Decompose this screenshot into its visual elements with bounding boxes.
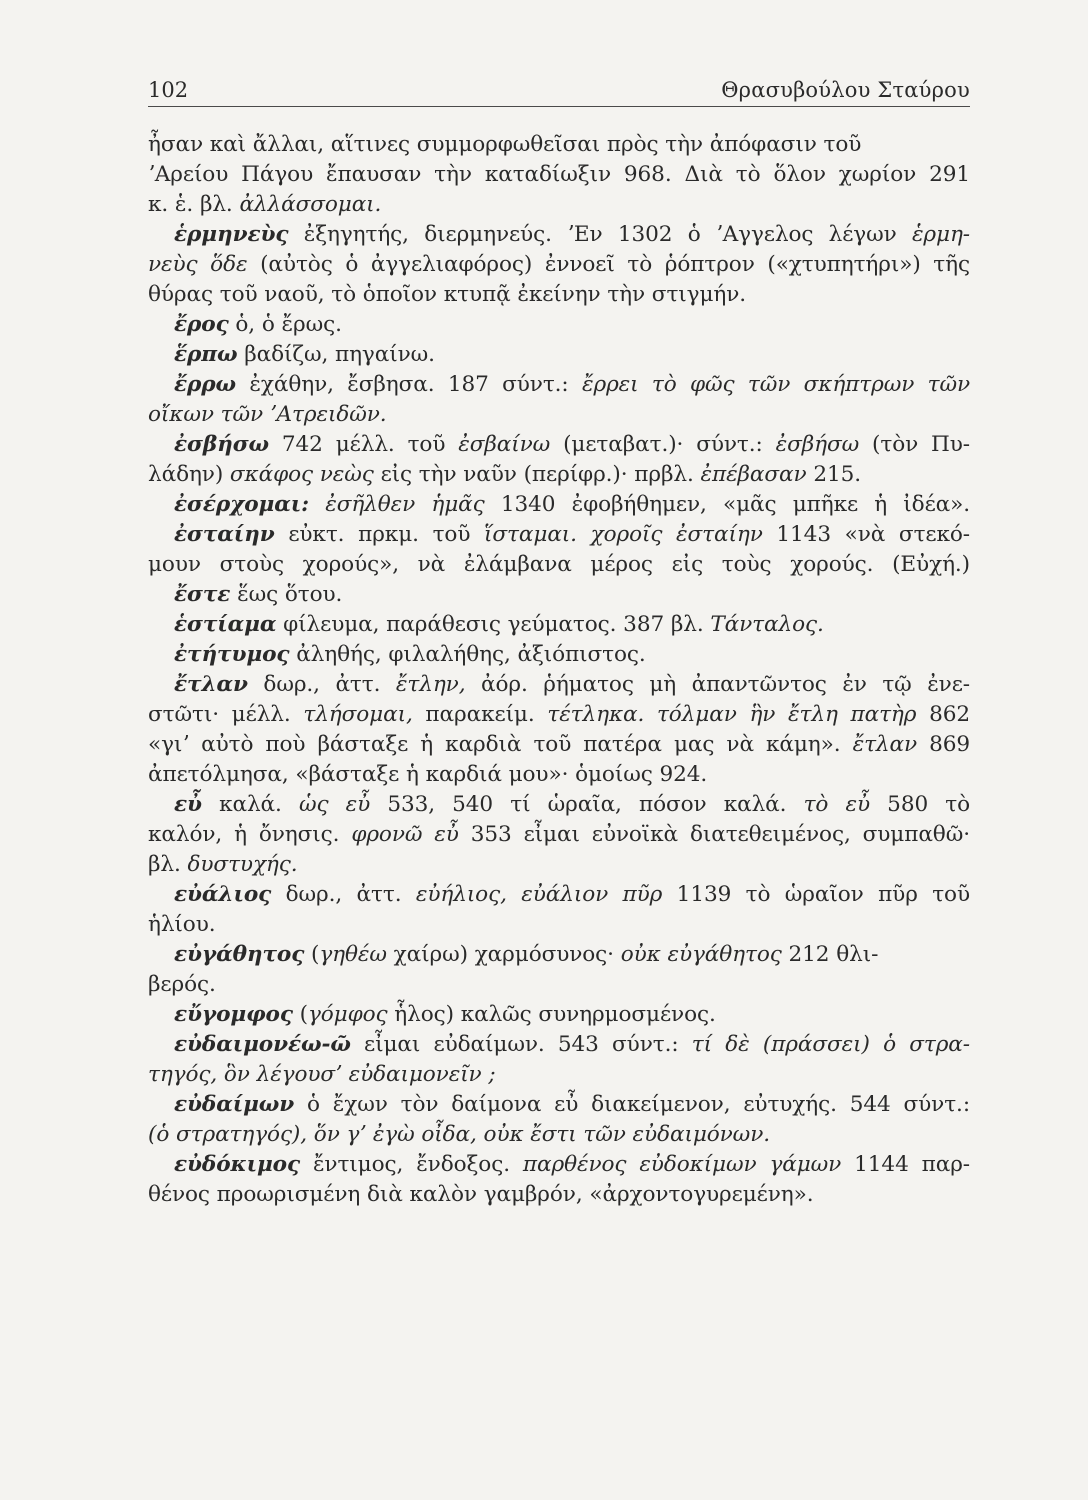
text-segment: ἐξηγητής, διερμηνεύς. ʼΕν 1302 ὁ ʼΑγγελος λέγων [288, 222, 912, 247]
entry-line [148, 1030, 978, 1060]
entry-line [148, 520, 978, 550]
italic-citation: ἑρμη- [911, 222, 970, 247]
italic-citation: (ὁ στρατηγός), ὅν γʼ ἐγὼ οἶδα, οὐκ ἔστι τῶν εὐδαιμόνων. [148, 1122, 770, 1147]
text-segment: εἰς τὴν ναῦν (περίφρ.)· πρβλ. [373, 462, 701, 487]
headword: ἕρπω [174, 342, 238, 367]
text-segment: θύρας τοῦ ναοῦ, τὸ ὁποῖον κτυπᾷ ἐκείνην τὴν στιγμήν. [148, 282, 747, 307]
text-segment: δωρ., ἀττ. [271, 882, 416, 907]
italic-citation: ἐπέβασαν [700, 462, 807, 487]
text-segment: ἕως ὅτου. [230, 582, 343, 607]
entry-line [148, 1000, 978, 1030]
headword: ἐτήτυμος [174, 642, 290, 667]
text-segment: 580 τὸ [870, 792, 971, 817]
italic-citation: φρονῶ εὖ [351, 822, 459, 847]
italic-citation: τλήσομαι, [303, 702, 413, 727]
entry-line [148, 940, 978, 970]
entry-line [148, 640, 978, 670]
italic-citation: ἔτλαν [852, 732, 918, 757]
text-segment: ὁ ἔχων τὸν δαίμονα εὖ διακείμενον, εὐτυχής. 544 σύντ.: [294, 1092, 970, 1117]
italic-citation: ἐσβήσω [775, 432, 860, 457]
italic-citation: σκάφος νεὼς [229, 462, 374, 487]
text-segment: ( [304, 942, 320, 967]
text-segment [309, 492, 325, 517]
italic-citation: ὡς εὖ [298, 792, 371, 817]
italic-citation: τὸ εὖ [803, 792, 871, 817]
text-segment: (αὐτὸς ὁ ἀγγελιαφόρος) ἐννοεῖ τὸ ῥόπτρον («χτυπητήρι») τῆς [247, 252, 970, 277]
text-line [148, 730, 978, 760]
text-segment: 869 [917, 732, 970, 757]
text-segment: (τὸν Πυ- [859, 432, 970, 457]
text-segment: καλόν, ἡ ὄνησις. [148, 822, 352, 847]
text-line [148, 1180, 978, 1210]
text-line [148, 550, 978, 580]
italic-citation: δυστυχής. [187, 852, 298, 877]
text-segment: 862 [916, 702, 970, 727]
headword: εὐγάθητος [174, 942, 305, 967]
text-segment: παρακείμ. [412, 702, 548, 727]
text-segment: 533, 540 τί ὡραῖα, πόσον καλά. [370, 792, 804, 817]
text-segment: βερός. [148, 972, 216, 997]
italic-citation: ἐσῆλθεν ἡμᾶς [325, 492, 485, 517]
header-rule [148, 106, 970, 107]
entry-line [148, 1090, 978, 1120]
text-segment: ἡλίου. [148, 912, 216, 937]
entry-line [148, 220, 978, 250]
headword: ἑστίαμα [174, 612, 277, 637]
text-segment: βλ. [148, 852, 188, 877]
headword: ἐσβήσω [174, 432, 269, 457]
headword: ἐσέρχομαι: [174, 492, 309, 517]
headword: εὐδόκιμος [174, 1152, 301, 1177]
text-segment: «γιʼ αὐτὸ ποὺ βάσταξε ἡ καρδιὰ τοῦ πατέρα μας νὰ κάμη». [148, 732, 853, 757]
text-segment: εὐκτ. πρκμ. τοῦ [274, 522, 485, 547]
italic-citation: τέτληκα. τόλμαν ἣν ἔτλη πατὴρ [547, 702, 917, 727]
text-segment: κ. ἑ. βλ. [148, 192, 240, 217]
headword: εὐδαίμων [174, 1092, 295, 1117]
text-line [148, 970, 978, 1000]
text-segment: δωρ., ἀττ. [247, 672, 396, 697]
text-segment: εἶμαι εὐδαίμων. 543 σύντ.: [350, 1032, 692, 1057]
text-segment: βαδίζω, πηγαίνω. [237, 342, 435, 367]
text-segment: ἀπετόλμησα, «βάσταξε ἡ καρδιά μου»· ὁμοίως 924. [148, 762, 708, 787]
headword: εὔγομφος [174, 1002, 293, 1027]
text-segment: 742 μέλλ. τοῦ [268, 432, 459, 457]
text-segment: 1139 τὸ ὡραῖον πῦρ τοῦ [662, 882, 970, 907]
italic-citation: οὐκ εὐγάθητος [620, 942, 782, 967]
text-line [148, 460, 978, 490]
entry-line [148, 580, 978, 610]
headword: εὖ [174, 792, 202, 817]
headword: ἔρος [174, 312, 229, 337]
text-segment: 1144 παρ- [841, 1152, 970, 1177]
glossary-text [148, 130, 978, 1210]
italic-citation: τί δὲ (πράσσει) ὁ στρα- [691, 1032, 970, 1057]
italic-citation: γόμφος [307, 1002, 388, 1027]
entry-line [148, 790, 978, 820]
entry-line [148, 340, 978, 370]
running-title: Θρασυβούλου Σταύρου [721, 78, 970, 102]
entry-line [148, 370, 978, 400]
italic-citation: παρθένος εὐδοκίμων γάμων [522, 1152, 842, 1177]
text-line [148, 760, 978, 790]
text-line [148, 400, 978, 430]
entry-line [148, 670, 978, 700]
text-line [148, 820, 978, 850]
text-segment: 353 εἶμαι εὐνοϊκὰ διατεθειμένος, συμπαθῶ· [458, 822, 970, 847]
headword: ἐσταίην [174, 522, 275, 547]
text-segment: θένος προωρισμένη διὰ καλὸν γαμβρόν, «ἀρχοντογυρεμένη». [148, 1182, 814, 1207]
text-segment: (μεταβατ.)· σύντ.: [550, 432, 776, 457]
entry-line [148, 610, 978, 640]
text-segment: καλά. [201, 792, 299, 817]
text-segment: χαίρω) χαρμόσυνος· [386, 942, 621, 967]
text-segment: 215. [806, 462, 862, 487]
text-segment: λάδην) [148, 462, 230, 487]
text-line [148, 280, 978, 310]
text-segment: μουν στοὺς χορούς», νὰ ἐλάμβανα μέρος εἰς τοὺς χορούς. (Εὐχή.) [148, 552, 970, 577]
entry-line [148, 310, 978, 340]
italic-citation: γηθέω [319, 942, 387, 967]
text-line [148, 910, 978, 940]
text-segment: 1143 «νὰ στεκό- [762, 522, 970, 547]
page-number: 102 [148, 78, 189, 102]
text-segment: ἐχάθην, ἔσβησα. 187 σύντ.: [236, 372, 582, 397]
text-line [148, 1060, 978, 1090]
text-segment: ὁ, ὁ ἔρως. [228, 312, 342, 337]
italic-citation: οἴκων τῶν ʼΑτρειδῶν. [148, 402, 387, 427]
text-segment: 212 θλι- [781, 942, 879, 967]
headword: ἔστε [174, 582, 231, 607]
text-segment: ( [292, 1002, 308, 1027]
italic-citation: τηγός, ὃν λέγουσʼ εὐδαιμονεῖν ; [148, 1062, 496, 1087]
headword: ἑρμηνεὺς [174, 222, 289, 247]
italic-citation: Τάνταλος. [710, 612, 824, 637]
headword: εὐάλιος [174, 882, 272, 907]
text-line [148, 850, 978, 880]
text-segment: φίλευμα, παράθεσις γεύματος. 387 βλ. [276, 612, 711, 637]
text-segment: ʼΑρείου Πάγου ἔπαυσαν τὴν καταδίωξιν 968. Διὰ τὸ ὅλον χωρίον 291 [148, 162, 970, 187]
text-segment: ἧλος) καλῶς συνηρμοσμένος. [387, 1002, 716, 1027]
italic-citation: ἐσβαίνω [458, 432, 551, 457]
text-line [148, 190, 978, 220]
text-segment: 1340 ἐφοβήθημεν, «μᾶς μπῆκε ἡ ἰδέα». [484, 492, 971, 517]
text-line [148, 250, 978, 280]
italic-citation: νεὺς ὅδε [148, 252, 248, 277]
text-segment: ἔντιμος, ἔνδοξος. [300, 1152, 523, 1177]
text-line [148, 160, 978, 190]
italic-citation: ἵσταμαι. χοροῖς ἐσταίην [484, 522, 763, 547]
text-line [148, 130, 978, 160]
page-header [148, 74, 970, 108]
italic-citation: ἔρρει τὸ φῶς τῶν σκήπτρων τῶν [581, 372, 970, 397]
headword: εὐδαιμονέω-ῶ [174, 1032, 351, 1057]
text-line [148, 700, 978, 730]
entry-line [148, 430, 978, 460]
text-segment: ἦσαν καὶ ἄλλαι, αἵτινες συμμορφωθεῖσαι πρὸς τὴν ἀπόφασιν τοῦ [148, 132, 862, 157]
entry-line [148, 880, 978, 910]
text-segment: ἀόρ. ῥήματος μὴ ἀπαντῶντος ἐν τῷ ἐνε- [465, 672, 970, 697]
entry-line [148, 490, 978, 520]
italic-citation: ἔτλην, [395, 672, 466, 697]
text-segment: ἀληθής, φιλαλήθης, ἀξιόπιστος. [289, 642, 646, 667]
text-segment: στῶτι· μέλλ. [148, 702, 304, 727]
entry-line [148, 1150, 978, 1180]
headword: ἔρρω [174, 372, 237, 397]
italic-citation: εὐήλιος, εὐάλιον πῦρ [415, 882, 663, 907]
italic-citation: ἀλλάσσομαι. [239, 192, 382, 217]
headword: ἔτλαν [174, 672, 248, 697]
text-line [148, 1120, 978, 1150]
